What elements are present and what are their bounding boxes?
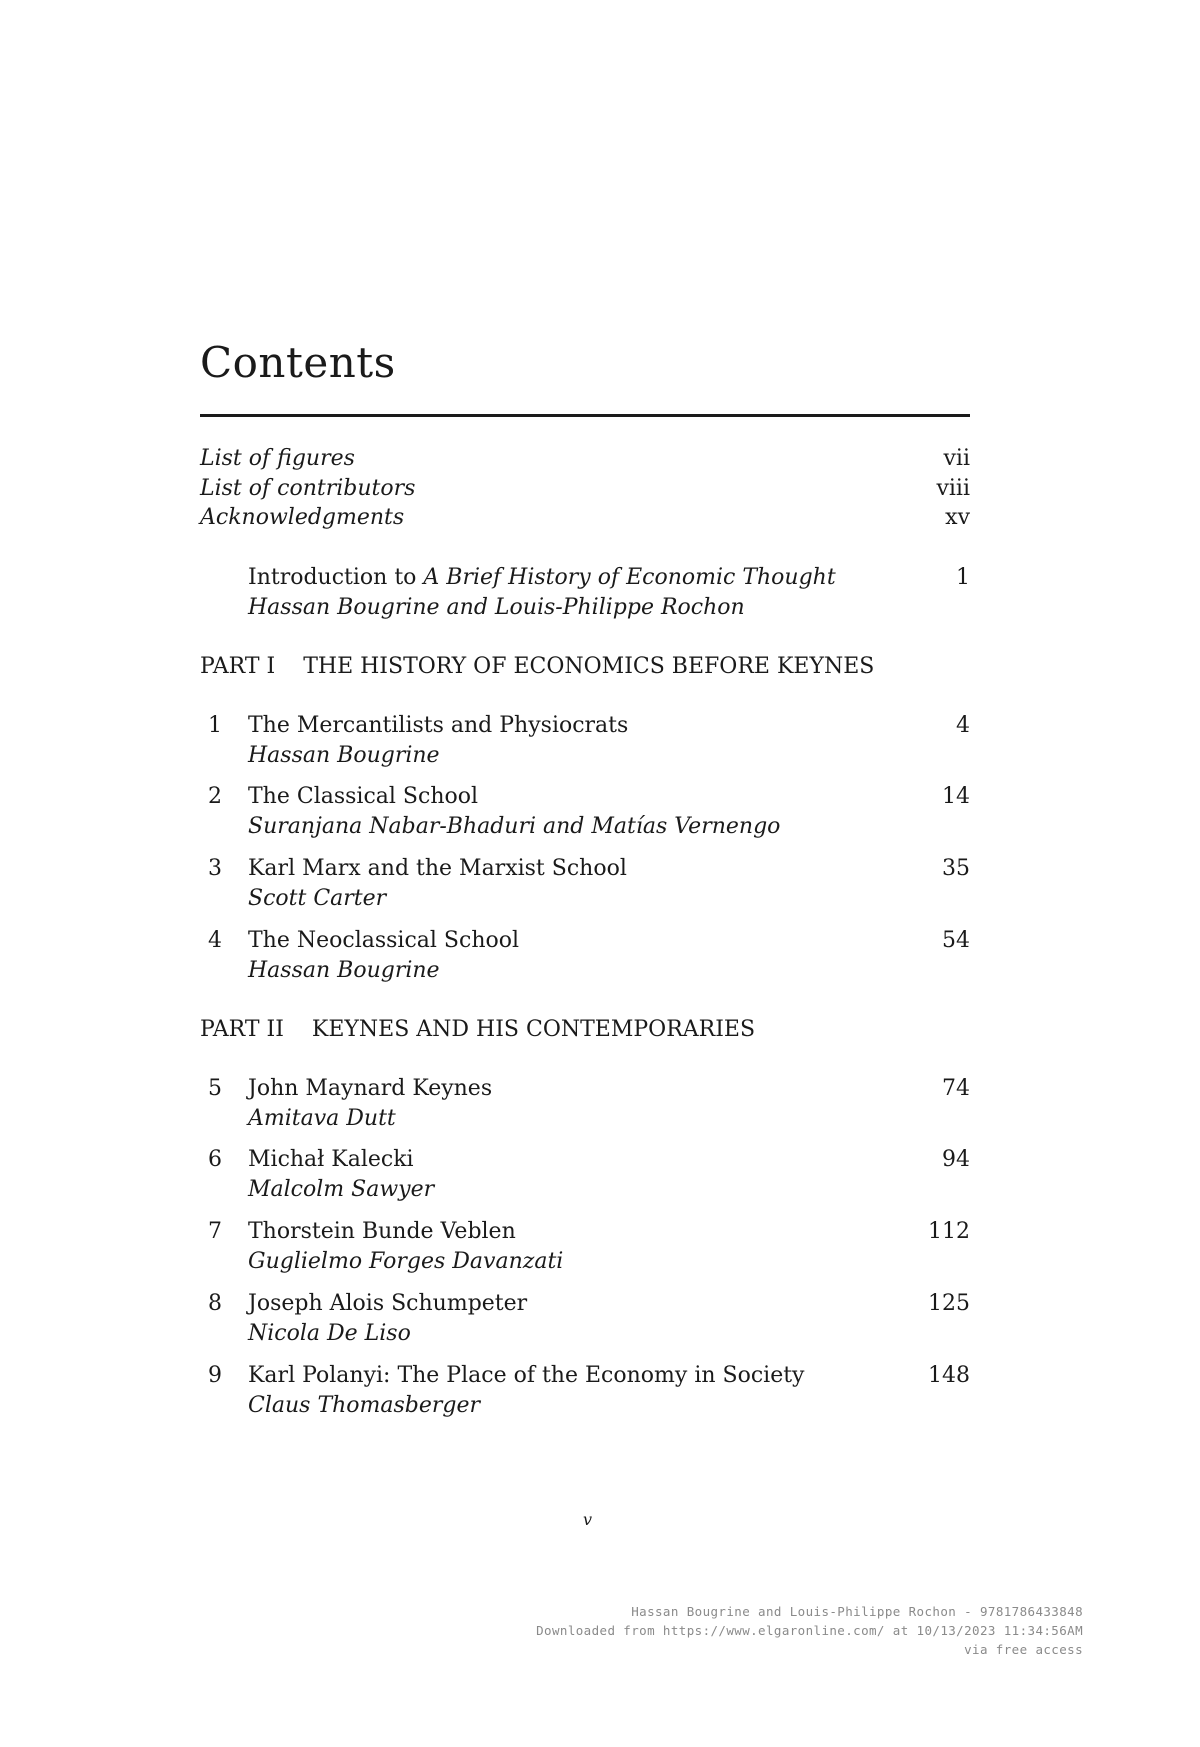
page-number: 94 [942,1147,970,1172]
chapter-author: Nicola De Liso [248,1321,411,1346]
watermark-line: Hassan Bougrine and Louis-Philippe Rochon - 9781786433848 [631,1604,1083,1619]
chapter-title: Karl Polanyi: The Place of the Economy in Society [248,1363,805,1388]
chapter-number: 5 [208,1076,222,1101]
page-number: vii [943,446,970,471]
chapter-number: 2 [208,784,222,809]
chapter-title: John Maynard Keynes [248,1076,493,1101]
page-number: viii [936,476,970,501]
chapter-number: 8 [208,1291,222,1316]
chapter-number: 6 [208,1147,222,1172]
chapter-number: 7 [208,1219,222,1244]
part-label: PART II [200,1017,284,1042]
part-label: PART I [200,654,276,679]
part-title: THE HISTORY OF ECONOMICS BEFORE KEYNES [303,654,875,679]
page-number: 74 [942,1076,970,1101]
front-matter-label: List of figures [200,446,355,471]
part-heading [200,654,874,679]
page-number: 54 [942,928,970,953]
chapter-author: Scott Carter [248,886,387,911]
front-matter-label: List of contributors [200,476,416,501]
page-number: xv [945,505,970,530]
chapter-author: Hassan Bougrine [248,958,440,983]
chapter-author: Malcolm Sawyer [248,1177,435,1202]
part-title: KEYNES AND HIS CONTEMPORARIES [311,1017,756,1042]
chapter-number: 4 [208,928,222,953]
chapter-title [248,565,836,590]
part-heading [200,1017,755,1042]
chapter-author: Hassan Bougrine and Louis-Philippe Rochon [248,595,745,620]
chapter-title: Michał Kalecki [248,1147,414,1172]
table-of-contents [200,0,970,1747]
page-number: 125 [928,1291,970,1316]
chapter-author: Hassan Bougrine [248,743,440,768]
page-number: 148 [928,1363,970,1388]
chapter-title: Karl Marx and the Marxist School [248,856,627,881]
chapter-number: 9 [208,1363,222,1388]
chapter-title: Joseph Alois Schumpeter [248,1291,528,1316]
intro-title-book: A Brief History of Economic Thought [423,565,836,590]
watermark-line: Downloaded from https://www.elgaronline.com/ at 10/13/2023 11:34:56AM [536,1623,1083,1638]
download-watermark [536,1602,1083,1659]
chapter-author: Amitava Dutt [248,1106,396,1131]
chapter-title: Thorstein Bunde Veblen [248,1219,516,1244]
chapter-title: The Neoclassical School [248,928,520,953]
page-number: 1 [956,565,970,590]
page-number: 4 [956,713,970,738]
front-matter-label: Acknowledgments [200,505,405,530]
folio-page-number: v [583,1510,593,1529]
intro-title-prefix: Introduction to [248,565,417,590]
page-number: 112 [928,1219,970,1244]
chapter-title: The Mercantilists and Physiocrats [248,713,629,738]
chapter-number: 3 [208,856,222,881]
page-title: Contents [200,338,396,387]
watermark-line: via free access [964,1642,1083,1657]
chapter-number: 1 [208,713,222,738]
chapter-author: Claus Thomasberger [248,1393,481,1418]
page-number: 14 [942,784,970,809]
chapter-author: Suranjana Nabar-Bhaduri and Matías Vernengo [248,814,781,839]
page-number: 35 [942,856,970,881]
chapter-author: Guglielmo Forges Davanzati [248,1249,564,1274]
chapter-title: The Classical School [248,784,479,809]
